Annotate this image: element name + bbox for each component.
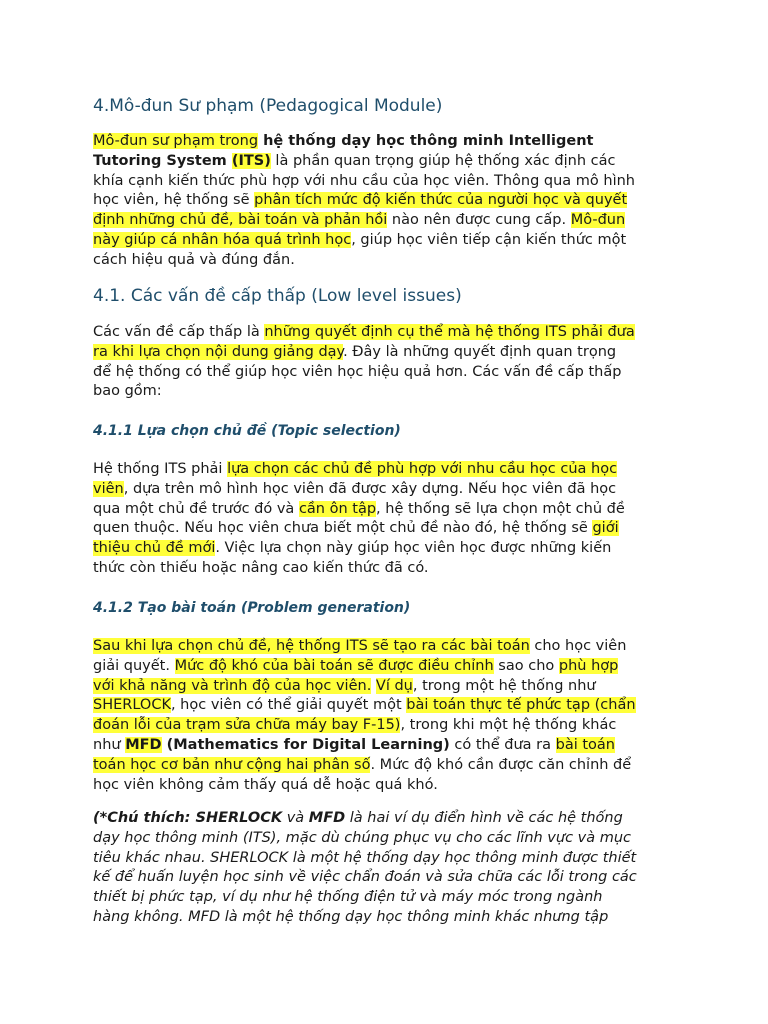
highlight-text: định những chủ đề, bài toán và phản hồi: [93, 212, 388, 229]
text: tiêu khác nhau. SHERLOCK là một hệ thống dạy học thông minh được thiết: [93, 849, 637, 866]
text: . Việc lựa chọn này giúp học viên học được những kiến: [215, 540, 612, 557]
highlight-text: toán học cơ bản như cộng hai phân số: [93, 756, 371, 773]
text: Các vấn đề cấp thấp là: [93, 324, 265, 340]
bold-text: (Mathematics for Digital Learning): [161, 736, 450, 753]
highlight-text: cần ôn tập: [298, 500, 377, 517]
text: có thể đưa ra: [449, 736, 556, 753]
text: nào nên được cung cấp.: [387, 212, 571, 229]
highlight-text: này giúp cá nhân hóa quá trình học: [93, 231, 352, 248]
highlight-text: Sau khi lựa chọn chủ đề, hệ thống ITS sẽ tạo ra các bài toán: [93, 638, 530, 654]
text: , trong khi một hệ thống khác: [400, 717, 617, 734]
text: như: [93, 736, 126, 753]
text: và: [282, 810, 309, 826]
text: để hệ thống có thể giúp học viên học hiệu quả hơn. Các vấn đề cấp thấp: [93, 363, 622, 380]
text: . Mức độ khó cần được căn chỉnh để: [370, 756, 632, 773]
highlight-text: ra khi lựa chọn nội dung giảng dạy: [93, 343, 344, 360]
text: Hệ thống ITS phải: [93, 461, 228, 477]
highlight-text: Mô-đun: [570, 212, 626, 229]
highlight-text: Ví dụ: [375, 677, 413, 694]
paragraph-low-level: [93, 323, 683, 402]
text: . Đây là những quyết định quan trọng: [343, 343, 617, 360]
bold-text: MFD: [308, 810, 346, 826]
paragraph-problem-generation: [93, 637, 683, 795]
highlight-text: viên: [93, 480, 124, 497]
text: bao gồm:: [93, 383, 162, 400]
text: kế để huấn luyện học sinh về việc chẩn đoán và sửa chữa các lỗi trong các: [93, 869, 637, 886]
highlight-bold-text: MFD: [125, 736, 162, 753]
text: dạy học thông minh (ITS), mặc dù chúng phục vụ cho các lĩnh vực và mục: [93, 829, 632, 846]
text: học viên không cảm thấy quá dễ hoặc quá khó.: [93, 776, 438, 793]
text: là phần quan trọng giúp hệ thống xác định các: [270, 152, 616, 169]
highlight-text: phù hợp: [558, 657, 619, 674]
highlight-text: Mô-đun sư phạm trong: [93, 133, 259, 149]
highlight-text: thiệu chủ đề mới: [93, 540, 216, 557]
paragraph-topic-selection: [93, 460, 683, 579]
highlight-text: đoán lỗi của trạm sửa chữa máy bay F-15): [93, 717, 401, 734]
text: cho học viên: [529, 638, 627, 654]
highlight-text: với khả năng và trình độ của học viên.: [93, 677, 372, 694]
paragraph-intro: [93, 132, 683, 271]
text: , giúp học viên tiếp cận kiến thức một: [351, 231, 627, 248]
bold-text: Tutoring System: [93, 152, 232, 169]
text: giải quyết.: [93, 657, 175, 674]
text: qua một chủ đề trước đó và: [93, 500, 299, 517]
subheading-problem-generation: 4.1.2 Tạo bài toán (Problem generation): [93, 600, 411, 616]
paragraph-footnote: [93, 809, 683, 928]
highlight-text: Mức độ khó của bài toán sẽ được điều chỉnh: [174, 657, 494, 674]
text: , hệ thống sẽ lựa chọn một chủ đề: [376, 500, 625, 517]
highlight-text: phân tích mức độ kiến thức của người học và quyết: [254, 192, 628, 209]
bold-text: hệ thống dạy học thông minh Intelligent: [258, 133, 594, 149]
highlight-text: bài toán: [555, 736, 615, 753]
text: thức còn thiếu hoặc nâng cao kiến thức đã có.: [93, 559, 429, 576]
section-heading-low-level-issues: 4.1. Các vấn đề cấp thấp (Low level issues): [93, 286, 462, 306]
bold-text: (*Chú thích: SHERLOCK: [93, 810, 283, 826]
text: thiết bị phức tạp, ví dụ như hệ thống điện tử và máy móc trong ngành: [93, 889, 603, 906]
highlight-text: giới: [592, 520, 619, 537]
text: , dựa trên mô hình học viên đã được xây dựng. Nếu học viên đã học: [123, 480, 617, 497]
text: khía cạnh kiến thức phù hợp với nhu cầu của học viên. Thông qua mô hình: [93, 172, 635, 189]
section-heading-pedagogical-module: 4.Mô-đun Sư phạm (Pedagogical Module): [93, 96, 443, 116]
text: là hai ví dụ điển hình về các hệ thống: [345, 810, 623, 826]
text: quen thuộc. Nếu học viên chưa biết một chủ đề nào đó, hệ thống sẽ: [93, 520, 593, 537]
text: hàng không. MFD là một hệ thống dạy học thông minh khác nhưng tập: [93, 908, 609, 925]
text: sao cho: [493, 657, 559, 674]
highlight-bold-text: (ITS): [231, 152, 271, 169]
text: cách hiệu quả và đúng đắn.: [93, 251, 295, 268]
text: , học viên có thể giải quyết một: [170, 697, 407, 714]
highlight-text: lựa chọn các chủ đề phù hợp với nhu cầu học của học: [227, 461, 618, 477]
highlight-text: những quyết định cụ thể mà hệ thống ITS phải đưa: [264, 324, 635, 340]
subheading-topic-selection: 4.1.1 Lựa chọn chủ đề (Topic selection): [93, 423, 401, 439]
text: học viên, hệ thống sẽ: [93, 192, 255, 209]
highlight-text: SHERLOCK: [93, 697, 171, 714]
text: , trong một hệ thống như: [412, 677, 596, 694]
highlight-text: bài toán thực tế phức tạp (chẩn: [406, 697, 636, 714]
